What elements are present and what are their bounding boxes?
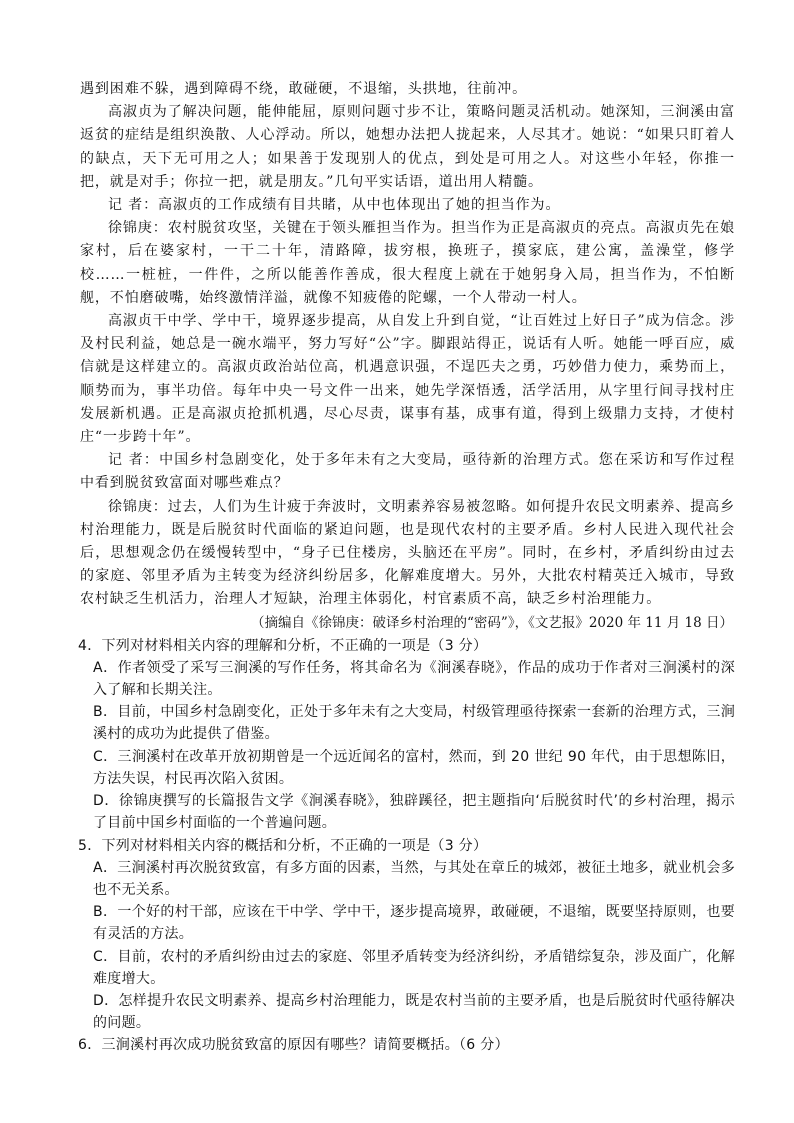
question-section — [80, 635, 735, 1057]
option-b: B．一个好的村干部，应该在干中学、学中干，逐步提高境界，敢碰硬，不退缩，既要坚持原则，也要有灵活的方法。 — [93, 904, 735, 943]
option-b: B．目前，中国乡村急剧变化，正处于多年未有之大变局，村级管理亟待探索一套新的治理方式，三涧溪村的成功为此提供了借鉴。 — [93, 704, 735, 743]
article-paragraph: 徐锦庚：农村脱贫攻坚，关键在于领头雁担当作为。担当作为正是高淑贞的亮点。高淑贞先在娘家村，后在婆家村，一干二十年，清路障，拔穷根，换班子，摸家底，建公寓，盖澡堂，修学校……一桩桩，一件件，之所以能善作善成，很大程度上就在于她躬身入局，担当作为，不怕断舰，不怕磨破嘴，始终激情洋溢，就像不知疲倦的陀螺，一个人带动一村人。 — [80, 220, 735, 306]
source-citation: （摘编自《徐锦庚：破译乡村治理的“密码”》，《文艺报》2020 年 11 月 18 日） — [251, 614, 733, 631]
article-paragraph: 记 者：中国乡村急剧变化，处于多年未有之大变局，亟待新的治理方式。您在采访和写作过程中看到脱贫致富面对哪些难点？ — [80, 452, 735, 492]
question-stem: 5．下列对材料相关内容的概括和分析，不正确的一项是（3 分） — [78, 837, 488, 854]
option-a: A．作者领受了采写三涧溪的写作任务，将其命名为《涧溪春晓》，作品的成功于作者对三涧溪村的深入了解和长期关注。 — [93, 659, 735, 699]
question-5 — [80, 835, 735, 1035]
article-excerpt — [80, 78, 735, 612]
article-paragraph: 记 者：高淑贞的工作成绩有目共睹，从中也体现出了她的担当作为。 — [108, 197, 561, 214]
article-paragraph: 高淑贞为了解决问题，能伸能屈，原则问题寸步不让，策略问题灵活机动。她深知，三涧溪由富返贫的症结是组织涣散、人心浮动。所以，她想办法把人拢起来，人尽其才。她说：“如果只盯着人的缺点，天下无可用之人；如果善于发现别人的优点，到处是可用之人。对这些小年轻，你推一把，就是对手；你拉一把，就是朋友。”几句平实话语，道出用人精髓。 — [80, 104, 735, 190]
question-stem: 4．下列对材料相关内容的理解和分析，不正确的一项是（3 分） — [78, 637, 488, 654]
exam-page — [80, 78, 735, 1057]
article-paragraph: 高淑贞干中学、学中干，境界逐步提高，从自发上升到自觉，“让百姓过上好日子”成为信念。涉及村民利益，她总是一碗水端平，努力写好“公”字。脚跟站得正，说话有人听。她能一呼百应，威信就是这样建立的。高淑贞政治站位高，机遇意识强，不逞匹夫之勇，巧妙借力使力，乘势而上，顺势而为，事半功倍。每年中央一号文件一出来，她先学深悟透，活学活用，从字里行间寻找村庄发展新机遇。正是高淑贞抢抓机遇，尽心尽责，谋事有基，成事有道，得到上级鼎力支持，才使村庄“一步跨十年”。 — [80, 313, 736, 446]
option-a: A．三涧溪村再次脱贫致富，有多方面的因素，当然，与其处在章丘的城郊，被征土地多，就业机会多也不无关系。 — [93, 859, 735, 898]
article-paragraph: 遇到困难不躲，遇到障碍不绕，敢碰硬，不退缩，头拱地，往前冲。 — [80, 81, 527, 97]
question-4 — [80, 635, 735, 835]
option-c: C．三涧溪村在改革开放初期曾是一个远近闻名的富村，然而，到 20 世纪 90 年代，由于思想陈旧，方法失误，村民再次陷入贫困。 — [93, 748, 735, 787]
article-paragraph: 徐锦庚：过去，人们为生计疲于奔波时，文明素养容易被忽略。如何提升农民文明素养、提高乡村治理能力，既是后脱贫时代面临的紧迫问题，也是现代农村的主要矛盾。乡村人民进入现代社会后，思想观念仍在缓慢转型中，“身子已住楼房，头脑还在平房”。同时，在乡村，矛盾纠纷由过去的家庭、邻里矛盾为主转变为经济纠纷居多，化解难度增大。另外，大批农村精英迁入城市，导致农村缺乏生机活力，治理人才短缺，治理主体弱化，村官素质不高，缺乏乡村治理能力。 — [80, 498, 735, 608]
question-6 — [80, 1034, 735, 1056]
option-d: D．怎样提升农民文明素养、提高乡村治理能力，既是农村当前的主要矛盾，也是后脱贫时代亟待解决的问题。 — [93, 992, 735, 1032]
question-stem: 6．三涧溪村再次成功脱贫致富的原因有哪些？请简要概括。（6 分） — [78, 1037, 509, 1054]
option-d: D．徐锦庚撰写的长篇报告文学《涧溪春晓》，独辟蹊径，把主题指向‘后脱贫时代’的乡村治理，揭示了目前中国乡村面临的一个普遍问题。 — [93, 793, 735, 832]
option-c: C．目前，农村的矛盾纠纷由过去的家庭、邻里矛盾转变为经济纠纷，矛盾错综复杂，涉及面广，化解难度增大。 — [93, 948, 735, 987]
